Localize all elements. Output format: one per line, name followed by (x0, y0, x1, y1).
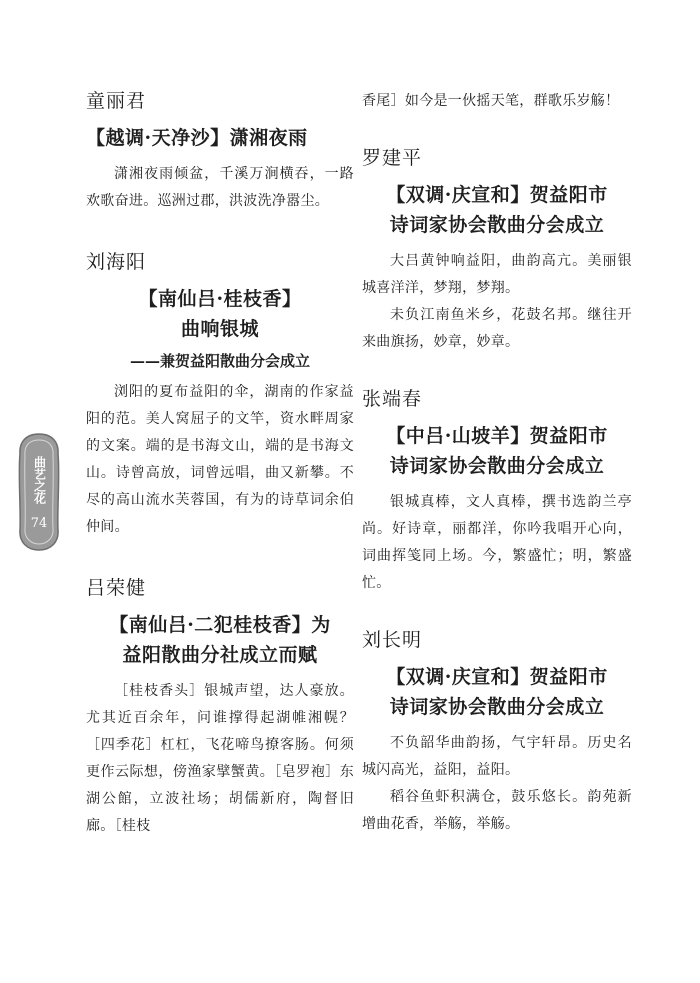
poem-section (86, 86, 354, 215)
poem-title (362, 662, 632, 722)
poem-title-line: 【南仙吕·桂枝香】 (138, 288, 302, 310)
poem-body: 不负韶华曲韵扬，气宇轩昂。历史名城闪高光，益阳，益阳。 (362, 735, 632, 778)
poem-section (362, 384, 632, 597)
author-name: 童丽君 (86, 90, 147, 112)
poem-section (362, 143, 632, 356)
side-tab-label: 曲艺之花 (32, 456, 47, 504)
poem-title-line: 诗词家协会散曲分会成立 (389, 214, 605, 236)
poem-title (362, 421, 632, 481)
poem-body: 银城真棒，文人真棒，撰书选韵兰亭尚。好诗章，丽都洋，你吟我唱开心向，词曲挥笺同上场。今，繁盛忙；明，繁盛忙。 (362, 494, 632, 591)
side-tab (16, 432, 62, 552)
poem-title-line: 益阳散曲分社成立而赋 (122, 644, 318, 666)
poem-title: 【越调·天净沙】潇湘夜雨 (86, 127, 308, 149)
poem-continuation: 香尾］如今是一伙摇天笔，群歌乐岁觞！ (362, 93, 620, 109)
poem-body: 稻谷鱼虾积满仓，鼓乐悠长。韵苑新增曲花香，举觞，举觞。 (362, 789, 632, 832)
author-name: 罗建平 (362, 147, 423, 169)
author-name: 张端春 (362, 388, 423, 410)
left-column (86, 86, 354, 840)
poem-body: ［桂枝香头］银城声望，达人豪放。尤其近百余年，问谁撑得起湖帷湘幌？［四季花］杠杠，飞花啼鸟撩客肠。何须更作云际想，傍渔家擘蟹黄。［皂罗袍］东湖公館，立波社场；胡儒新府，陶督旧廊。［桂枝 (86, 683, 354, 834)
poem-body: 潇湘夜雨倾盆，千溪万涧横吞，一路欢歌奋进。巡洲过郡，洪波洗净嚣尘。 (86, 166, 354, 209)
poem-title (362, 180, 632, 240)
poem-title-line: 【双调·庆宣和】贺益阳市 (386, 666, 608, 688)
author-name: 刘长明 (362, 629, 423, 651)
poem-section (362, 625, 632, 838)
poem-subtitle: ——兼贺益阳散曲分会成立 (129, 352, 310, 370)
poem-body: 未负江南鱼米乡，花鼓名邦。继往开来曲旗扬，妙章，妙章。 (362, 307, 632, 350)
poem-title-line: 【南仙吕·二犯桂枝香】为 (109, 614, 331, 636)
author-name: 吕荣健 (86, 577, 147, 599)
poem-body: 浏阳的夏布益阳的伞，湖南的作家益阳的范。美人窝屈子的文竿，资水畔周家的文案。端的是书海文山，端的是书海文山。诗曾高放，词曾远唱，曲又新攀。不尽的高山流水芙蓉国，有为的诗草词余伯仲间。 (86, 384, 354, 535)
poem-section (86, 247, 354, 541)
poem-title-line: 【双调·庆宣和】贺益阳市 (386, 184, 608, 206)
page-number: 74 (30, 516, 48, 531)
poem-title (86, 284, 354, 344)
author-name: 刘海阳 (86, 251, 147, 273)
right-column (362, 88, 632, 838)
poem-title-line: 诗词家协会散曲分会成立 (389, 696, 605, 718)
poem-title-line: 曲响银城 (180, 318, 259, 340)
poem-title (86, 610, 354, 670)
poem-title-line: 诗词家协会散曲分会成立 (389, 455, 605, 477)
poem-body: 大吕黄钟响益阳，曲韵高亢。美丽银城喜洋洋，梦翔，梦翔。 (362, 253, 632, 296)
poem-title-line: 【中吕·山坡羊】贺益阳市 (386, 425, 608, 447)
poem-section (86, 573, 354, 840)
